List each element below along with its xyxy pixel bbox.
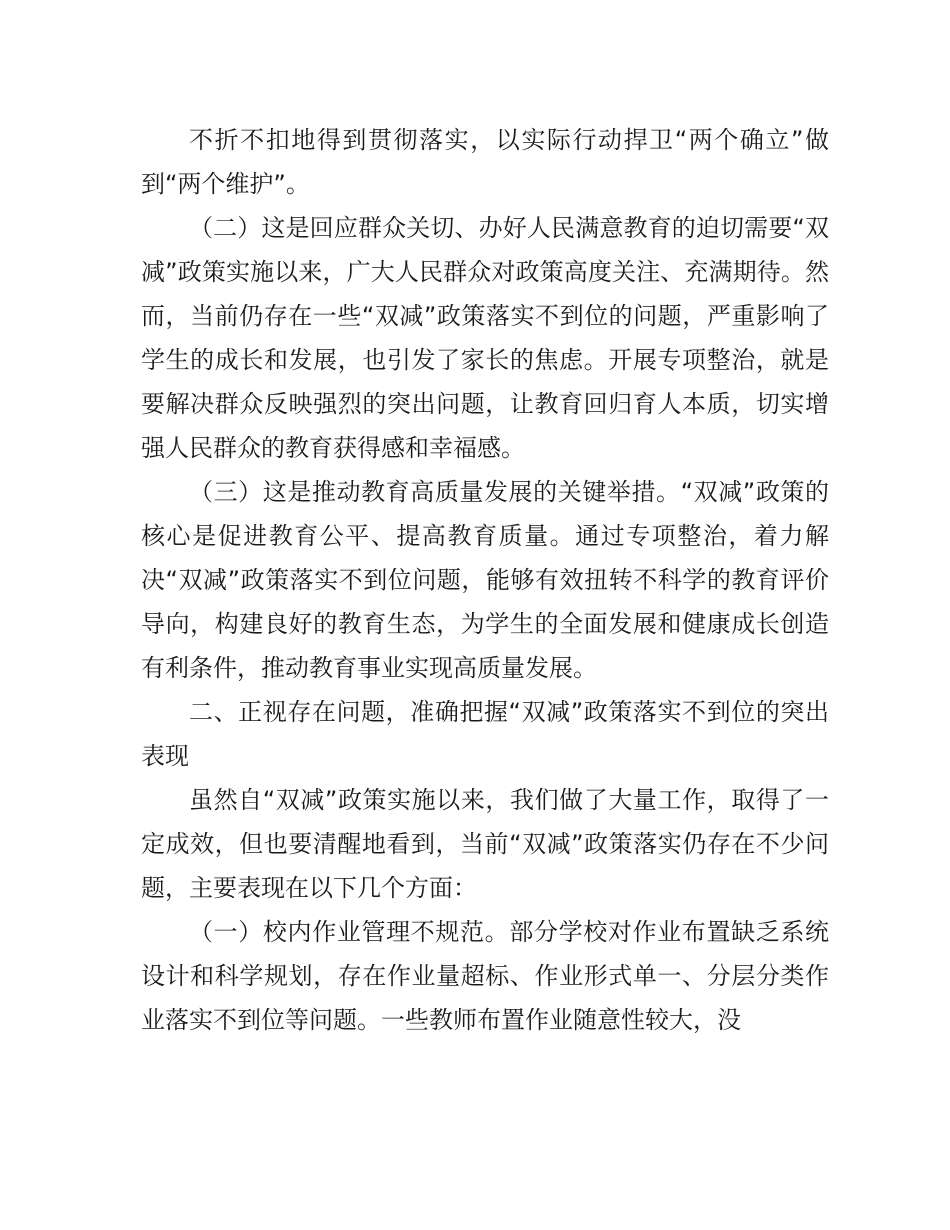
paragraph-5: （一）校内作业管理不规范。部分学校对作业布置缺乏系统设计和科学规划，存在作业量超标、作业形式单一、分层分类作业落实不到位等问题。一些教师布置作业随意性较大，没 bbox=[141, 918, 829, 1034]
document-body bbox=[141, 118, 829, 1042]
paragraph-2: （二）这是回应群众关切、办好人民满意教育的迫切需要“双减”政策实施以来，广大人民群众对政策高度关注、充满期待。然而，当前仍存在一些“双减”政策落实不到位的问题，严重影响了学生的成长和发展，也引发了家长的焦虑。开展专项整治，就是要解决群众反映强烈的突出问题，让教育回归育人本质，切实增强人民群众的教育获得感和幸福感。 bbox=[141, 214, 829, 462]
paragraph-4: 虽然自“双减”政策实施以来，我们做了大量工作，取得了一定成效，但也要清醒地看到，当前“双减”政策落实仍存在不少问题，主要表现在以下几个方面： bbox=[141, 786, 829, 902]
paragraph-3: （三）这是推动教育高质量发展的关键举措。“双减”政策的核心是促进教育公平、提高教育质量。通过专项整治，着力解决“双减”政策落实不到位问题，能够有效扭转不科学的教育评价导向，构建良好的教育生态，为学生的全面发展和健康成长创造有利条件，推动教育事业实现高质量发展。 bbox=[141, 478, 829, 682]
paragraph-1: 不折不扣地得到贯彻落实，以实际行动捍卫“两个确立”做到“两个维护”。 bbox=[141, 126, 829, 198]
section-heading: 二、正视存在问题，准确把握“双减”政策落实不到位的突出表现 bbox=[141, 698, 829, 770]
